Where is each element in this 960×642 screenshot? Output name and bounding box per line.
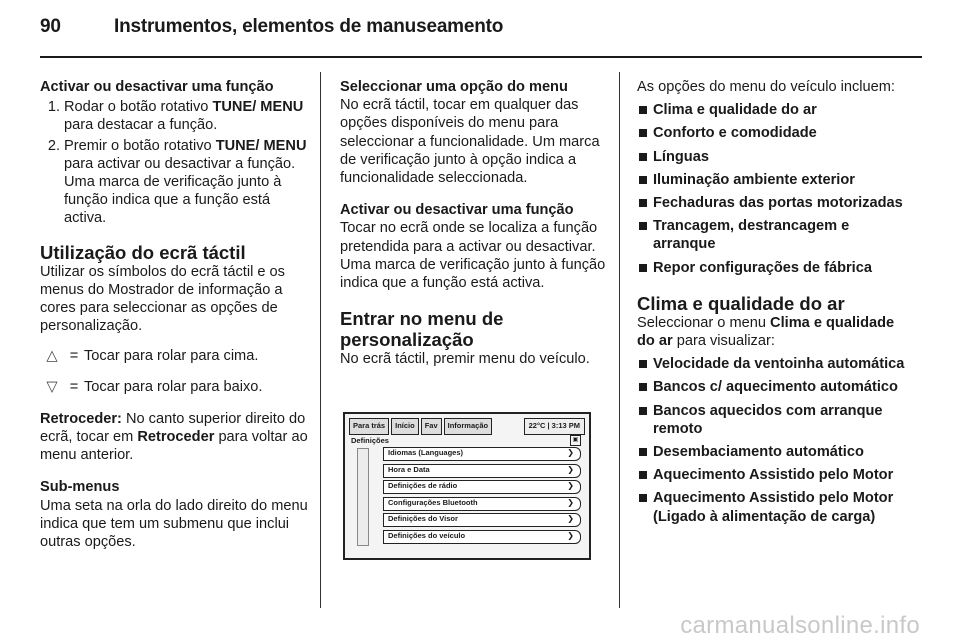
climate-intro-text: para visualizar: (672, 333, 775, 350)
list-item (637, 466, 909, 484)
back-paragraph (40, 410, 308, 465)
equals: = (69, 378, 79, 395)
equals: = (69, 348, 79, 365)
menu-item-label: Hora e Data (388, 464, 430, 474)
bullet-icon (639, 222, 647, 230)
activate-heading-2: Activar ou desactivar uma função (340, 202, 574, 219)
list-item (637, 378, 909, 396)
chevron-right-icon: ❯ (567, 481, 574, 490)
chevron-right-icon: ❯ (567, 514, 574, 523)
back-text: No canto superior direito do ecrã, tocar em (40, 410, 306, 446)
step-text: Premir o botão rotativo (64, 137, 216, 154)
enter-heading: Entrar no menu de personalização (340, 308, 504, 351)
bullet-icon (639, 153, 647, 161)
menu-item (383, 480, 581, 494)
step-bold: TUNE/ MENU (215, 137, 307, 154)
list-item-label: Iluminação ambiente exterior (653, 171, 855, 188)
activate-heading: Activar ou desactivar uma função (40, 79, 274, 95)
bullet-icon (639, 264, 647, 272)
list-item (637, 171, 909, 189)
list-item-label: Bancos c/ aquecimento automático (653, 379, 898, 396)
column-2 (340, 78, 608, 368)
step-bold: TUNE/ MENU (212, 99, 304, 116)
tab-fav: Fav (421, 418, 442, 435)
list-item (637, 217, 909, 253)
chevron-right-icon: ❯ (567, 530, 574, 540)
climate-heading: Clima e qualidade do ar (637, 292, 845, 314)
scroll-up-text: Tocar para rolar para cima. (84, 348, 259, 365)
scroll-up-row (40, 347, 308, 365)
page-number: 90 (40, 16, 61, 37)
climate-intro (637, 314, 909, 350)
scroll-up-icon: △ (46, 348, 58, 365)
list-item-label: Bancos aquecidos com arranque remoto (653, 402, 883, 437)
chevron-right-icon: ❯ (567, 497, 574, 507)
list-item-label: Velocidade da ventoinha automática (653, 356, 905, 373)
climate-list (637, 355, 909, 526)
tab-back: Para trás (349, 418, 389, 435)
screen-menu (383, 447, 581, 546)
list-item (637, 402, 909, 438)
scroll-down-text: Tocar para rolar para baixo. (84, 378, 263, 395)
list-item (637, 355, 909, 373)
list-item-label: Aquecimento Assistido pelo Motor (653, 467, 894, 484)
bullet-icon (639, 383, 647, 391)
list-item (637, 443, 909, 461)
list-item (637, 194, 909, 212)
list-item (637, 259, 909, 277)
list-item-label: Clima e qualidade do ar (653, 102, 817, 119)
scroll-down-icon: ▽ (46, 378, 58, 395)
menu-item-label: Definições do Visor (388, 514, 458, 523)
settings-screen-illustration (343, 412, 591, 560)
page-header (40, 16, 503, 38)
menu-item-label: Definições do veículo (388, 530, 466, 540)
list-item (637, 124, 909, 142)
menu-item (383, 447, 581, 461)
screen-settings-icon: ▣ (570, 435, 581, 446)
climate-intro-bold: Clima e qualidade do ar (637, 314, 895, 350)
page-title: Instrumentos, elementos de manuseamento (114, 16, 504, 37)
menu-item (383, 513, 581, 527)
header-rule (40, 56, 922, 58)
options-intro: As opções do menu do veículo incluem: (637, 79, 895, 95)
step-text: para activar ou desactivar a função. Uma marca de verificação junto à função indica que a função está activa. (64, 155, 296, 227)
column-3 (637, 78, 909, 526)
touch-heading: Utilização do ecrã táctil (40, 241, 246, 263)
touch-text: Utilizar os símbolos do ecrã táctil e os menus do Mostrador de informação a cores para seleccionar as opções de personalização. (40, 263, 285, 335)
list-item-label: Aquecimento Assistido pelo Motor (Ligado à alimentação de carga) (653, 490, 894, 525)
step-number: 1. (47, 99, 60, 116)
list-item-label: Conforto e comodidade (653, 125, 817, 142)
chevron-right-icon: ❯ (567, 464, 574, 474)
column-divider-2 (619, 72, 620, 608)
scroll-down-row (40, 378, 308, 396)
list-item-label: Fechaduras das portas motorizadas (653, 195, 903, 212)
list-item-label: Trancagem, destrancagem e arranque (653, 218, 850, 253)
column-1 (40, 78, 308, 551)
back-label: Retroceder: (40, 410, 122, 427)
bullet-icon (639, 129, 647, 137)
select-text: No ecrã táctil, tocar em qualquer das opções disponíveis do menu para seleccionar a funcionalidade. Um marca de verificação junto à opção indica a funcionalidade seleccionada. (340, 97, 600, 187)
screen-status: 22°C | 3:13 PM (524, 418, 585, 435)
watermark: carmanualsonline.info (680, 612, 920, 639)
bullet-icon (639, 199, 647, 207)
list-item-label: Desembaciamento automático (653, 444, 864, 461)
tab-info: Informação (444, 418, 492, 435)
bullet-icon (639, 407, 647, 415)
menu-item (383, 497, 581, 511)
menu-item (383, 530, 581, 544)
column-divider-1 (320, 72, 321, 608)
bullet-icon (639, 176, 647, 184)
screen-scrollbar (357, 448, 369, 546)
select-heading: Seleccionar uma opção do menu (340, 79, 568, 95)
chevron-right-icon: ❯ (567, 448, 574, 457)
menu-item (383, 464, 581, 478)
back-bold: Retroceder (137, 429, 215, 446)
bullet-icon (639, 494, 647, 502)
activate-text: Tocar no ecrã onde se localiza a função pretendida para a activar ou desactivar. Uma marca de verificação junto à função indica que a função está activa. (340, 220, 606, 292)
tab-home: Início (391, 418, 419, 435)
bullet-icon (639, 106, 647, 114)
step-text: Rodar o botão rotativo (64, 99, 213, 116)
step-text: para destacar a função. (64, 117, 218, 134)
step-1 (40, 98, 308, 134)
step-2 (40, 137, 308, 228)
submenu-text: Uma seta na orla do lado direito do menu indica que tem um submenu que inclui outras opções. (40, 497, 308, 551)
bullet-icon (639, 360, 647, 368)
bullet-icon (639, 471, 647, 479)
menu-item-label: Definições de rádio (388, 481, 458, 490)
back-text: para voltar ao menu anterior. (40, 429, 308, 464)
list-item-label: Repor configurações de fábrica (653, 259, 872, 276)
screen-title: Definições (351, 436, 389, 445)
steps-list (40, 98, 308, 227)
climate-intro-text: Seleccionar o menu (637, 314, 771, 331)
menu-item-label: Idiomas (Languages) (388, 448, 464, 457)
list-item (637, 489, 909, 525)
menu-item-label: Configurações Bluetooth (388, 497, 478, 507)
list-item (637, 148, 909, 166)
list-item-label: Línguas (653, 148, 709, 165)
bullet-icon (639, 448, 647, 456)
step-number: 2. (47, 137, 60, 154)
enter-text: No ecrã táctil, premir menu do veículo. (340, 351, 590, 368)
screen-tabs (349, 418, 492, 435)
list-item (637, 101, 909, 119)
options-list (637, 101, 909, 277)
submenu-heading: Sub-menus (40, 479, 120, 496)
